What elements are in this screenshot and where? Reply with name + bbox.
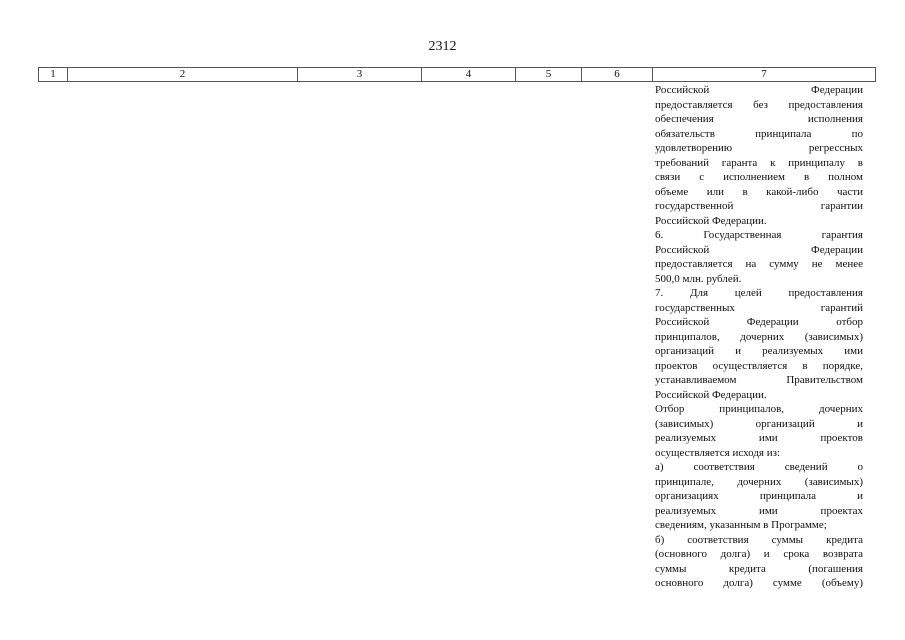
column-7-line: объеме или в какой-либо части [655, 185, 863, 198]
column-7-line: Российской Федерации. [655, 214, 767, 227]
column-7-line: обязательств принципала по [655, 127, 863, 140]
column-7-line: государственной гарантии [655, 200, 863, 212]
column-7-line: принципалов, дочерних (зависимых) [655, 330, 863, 343]
column-7-text [655, 83, 863, 591]
column-7-line: проектов осуществляется в порядке, [655, 359, 863, 372]
column-header-row [39, 68, 876, 82]
column-7-line: связи с исполнением в полном [655, 171, 863, 183]
column-7-line: организациях принципала и [655, 490, 863, 502]
column-7-line: сведениям, указанным в Программе; [655, 519, 827, 531]
column-7-line: Отбор принципалов, дочерних [655, 403, 863, 415]
column-7-line: Российской Федерации отбор [655, 316, 863, 328]
column-7-line: (зависимых) организаций и [655, 417, 863, 430]
column-header-3: 3 [298, 68, 422, 82]
column-7-line: (основного долга) и срока возврата [655, 548, 863, 560]
column-7-line: суммы кредита (погашения [655, 562, 863, 575]
column-header-7: 7 [653, 68, 876, 82]
column-7-line: предоставляется на сумму не менее [655, 258, 863, 270]
column-7-line: осуществляется исходя из: [655, 446, 781, 459]
column-7-line: Российской Федерации. [655, 388, 767, 401]
column-7-line: Российской Федерации [655, 243, 863, 256]
column-7-line: государственных гарантий [655, 301, 863, 314]
column-7-line: 500,0 млн. рублей. [655, 272, 742, 285]
column-7-line: устанавливаемом Правительством [655, 374, 863, 386]
column-header-2: 2 [68, 68, 298, 82]
column-7-line: удовлетворению регрессных [655, 142, 863, 154]
column-header-5: 5 [516, 68, 582, 82]
column-7-line: реализуемых ими проектов [655, 432, 863, 444]
page-number: 2312 [428, 39, 457, 54]
column-7-line: обеспечения исполнения [655, 113, 863, 125]
column-7-line: Российской Федерации [655, 84, 863, 96]
column-7-line: предоставляется без предоставления [655, 98, 863, 111]
column-7-line: принципале, дочерних (зависимых) [655, 475, 863, 488]
column-7-line: организаций и реализуемых ими [655, 345, 863, 357]
column-header-1: 1 [39, 68, 68, 82]
column-7-line: реализуемых ими проектах [655, 504, 863, 517]
column-7-line: а) соответствия сведений о [655, 461, 863, 473]
column-7-line: основного долга) сумме (объему) [655, 577, 863, 589]
column-number-header-table [38, 67, 876, 82]
column-7-line: требований гаранта к принципалу в [655, 156, 863, 169]
column-7-line: 6. Государственная гарантия [655, 229, 863, 241]
column-7-line: 7. Для целей предоставления [655, 287, 863, 299]
column-header-4: 4 [422, 68, 516, 82]
column-header-6: 6 [582, 68, 653, 82]
column-7-line: б) соответствия суммы кредита [655, 533, 863, 546]
